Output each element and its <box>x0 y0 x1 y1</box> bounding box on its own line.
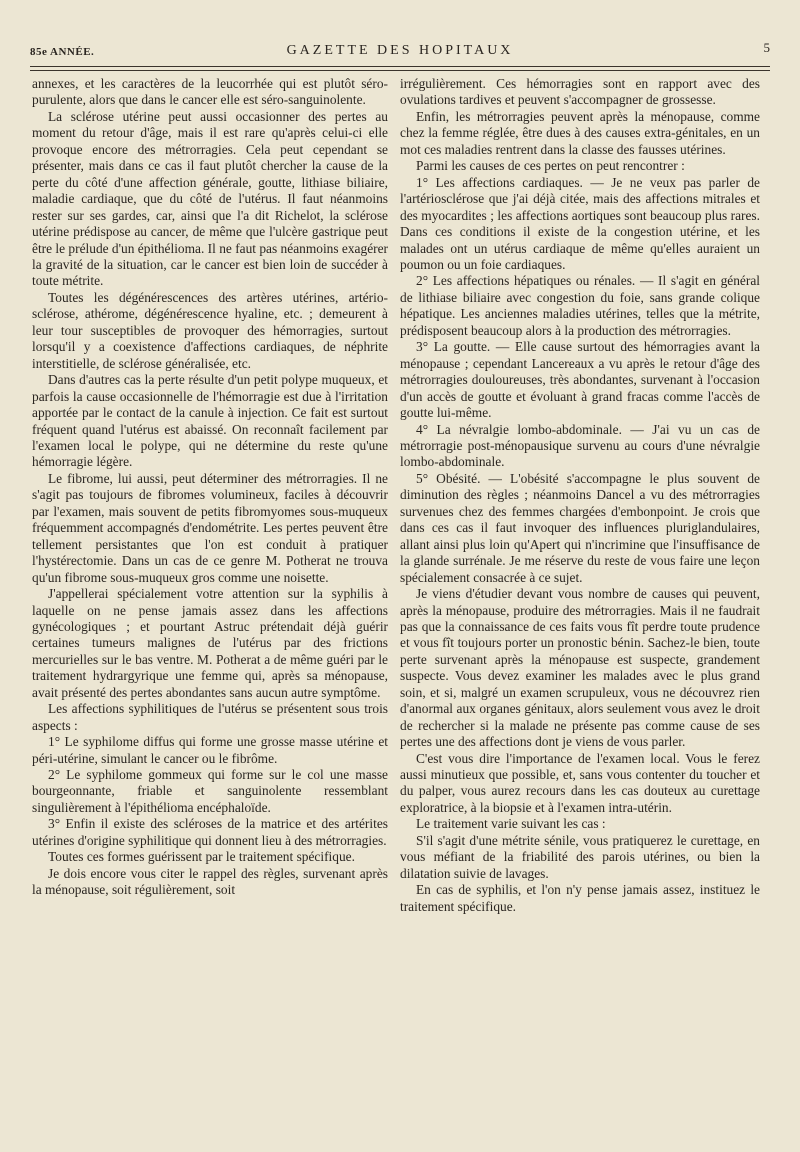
paragraph: En cas de syphilis, et l'on n'y pense jamais assez, instituez le traitement spécifique. <box>400 882 760 914</box>
page-number: 5 <box>763 40 770 55</box>
list-item: 5° Obésité. — L'obésité s'accompagne le plus souvent de diminution des règles ; néanmoins Dancel a vu des métrorragies survenues chez des femmes chargées d'embonpoint. Je crois que dans ces cas il faut invoquer des influences pluriglandulaires, allant ainsi plus loin qu'Apert qui n'incrimine que l'insuffisance de la glande surrénale. Je me réserve du reste de vous faire une leçon spécialement consacrée à ce sujet. <box>400 470 760 585</box>
paragraph: annexes, et les caractères de la leucorrhée qui est plutôt séro-purulente, alors que dans le cancer elle est séro-sanguinolente. <box>32 76 388 108</box>
paragraph: La sclérose utérine peut aussi occasionner des pertes au moment du retour d'âge, mais il est rare qu'après celui-ci elle provoque encore des métrorragies. Cela peut cependant se présenter, mais dans ce cas il faut plutôt chercher la cause de la perte du côté d'une affection générale, goutte, lithiase biliaire, maladie cardiaque, que du côté de l'utérus. Il faut néanmoins rester sur ses gardes, car, ainsi que l'a dit Richelot, la sclérose utérine prédispose au cancer, de même que l'ulcère gastrique peut être le prélude d'un épithélioma. Il ne faut pas néanmoins exagérer la gravité de la situation, car le cancer est bien loin de succéder à toute métrite. <box>32 108 389 289</box>
list-item: 4° La névralgie lombo-abdominale. — J'ai vu un cas de métrorragie post-ménopausique survenu au cours d'une névralgie lombo-abdominale. <box>400 421 760 470</box>
paragraph: S'il s'agit d'une métrite sénile, vous pratiquerez le curettage, en vous méfiant de la friabilité des parois utérines, ou bien la dilatation suivie de lavages. <box>400 832 760 881</box>
page-header <box>30 40 770 60</box>
paragraph: Le fibrome, lui aussi, peut déterminer des métrorragies. Il ne s'agit pas toujours de fibromes volumineux, faciles à découvrir par l'examen, mais souvent de petits fibromyomes sous-muqueux fréquemment accompagnés d'endométrite. Les pertes peuvent être tellement persistantes que l'on est conduit à pratiquer l'hystérectomie. Dans un cas de ce genre M. Potherat ne trouva qu'un fibrome sous-muqueux gros comme une noisette. <box>32 470 388 585</box>
right-column <box>400 76 760 915</box>
paragraph: Parmi les causes de ces pertes on peut rencontrer : <box>416 158 685 174</box>
paragraph: Le traitement varie suivant les cas : <box>416 816 606 832</box>
header-rule-thin <box>30 70 770 71</box>
paragraph: Je viens d'étudier devant vous nombre de causes qui peuvent, après la ménopause, produire des métrorragies. Mais il ne faudrait pas que la connaissance de ces faits vous fît perdre toute prudence et vous fît toujours porter un pronostic bénin. Sachez-le bien, toute perte survenant après la ménopause est suspecte, grandement suspecte. Vous devez examiner les malades avec le plus grand soin, et si, malgré un examen scrupuleux, vous ne découvrez rien d'anormal aux organes génitaux, alors seulement vous avez le droit de rechercher si la malade ne présente pas comme cause de ses pertes une des affections dont je viens de vous parler. <box>400 586 760 750</box>
list-item: 1° Les affections cardiaques. — Je ne veux pas parler de l'artériosclérose que j'ai déjà citée, mais des affections mitrales et des myocardites ; les affections aortiques sont beaucoup plus rares. Dans ces conditions il existe de la congestion utérine, et les malades ont un utérus cardiaque de même qu'elles auraient un poumon ou un foie cardiaques. <box>400 174 760 272</box>
issue-label: 85e ANNÉE. <box>30 46 95 58</box>
list-item: 3° La goutte. — Elle cause surtout des hémorragies avant la ménopause ; cependant Lancereaux a vu après le retour d'âge des métrorragies douloureuses, très abondantes, survenant à l'occasion d'un accès de goutte et évoluant à grand fracas comme l'accès de goutte lui-même. <box>400 339 760 421</box>
list-item: 2° Le syphilome gommeux qui forme sur le col une masse bourgeonnante, friable et sanguinolente ressemblant singulièrement à l'épithélioma encéphaloïde. <box>32 767 388 815</box>
paragraph: irrégulièrement. Ces hémorragies sont en rapport avec des ovulations tardives et peuvent s'accompagner de grossesse. <box>400 76 760 108</box>
paragraph: Enfin, les métrorragies peuvent après la ménopause, comme chez la femme réglée, être dues à des causes extra-génitales, en un mot ces maladies rentrent dans la classe des fausses utérines. <box>400 108 760 157</box>
journal-title: GAZETTE DES HOPITAUX <box>286 43 514 58</box>
list-item: 3° Enfin il existe des scléroses de la matrice et des artérites utérines d'origine syphilitique qui donnent lieu à des métrorragies. <box>32 816 388 848</box>
list-item: 2° Les affections hépatiques ou rénales. — Il s'agit en général de lithiase biliaire avec congestion du foie, sans grande colique hépatique. Les anciennes maladies utérines, telles que la métrite, prédisposent beaucoup alors à la production des métrorragies. <box>400 273 760 338</box>
paragraph: Toutes ces formes guérissent par le traitement spécifique. <box>48 849 355 865</box>
list-item: 1° Le syphilome diffus qui forme une grosse masse utérine et péri-utérine, simulant le cancer ou le fibrôme. <box>32 734 388 766</box>
paragraph: Dans d'autres cas la perte résulte d'un petit polype muqueux, et parfois la cause occasionnelle de l'hémorragie est due à l'irritation apportée par le contact de la canule à injection. Ce fait est surtout fréquent quand l'utérus est abaissé. On reconnaît facilement par l'examen local le polype, qui ne détermine du reste qu'une hémorragie légère. <box>32 372 388 470</box>
paragraph: J'appellerai spécialement votre attention sur la syphilis à laquelle on ne pense jamais assez dans les affections gynécologiques ; et pourtant Astruc prétendait déjà guérir certaines tumeurs malignes de l'utérus par des frictions mercurielles sur le bas ventre. M. Potherat a de même guéri par le traitement hydrargyrique une femme qui, après sa ménopause, avait présenté des pertes abondantes sans aucun autre symptôme. <box>32 586 388 700</box>
paragraph: Les affections syphilitiques de l'utérus se présentent sous trois aspects : <box>32 701 388 733</box>
left-column <box>32 76 388 899</box>
header-rule-thick <box>30 66 770 67</box>
paragraph: C'est vous dire l'importance de l'examen local. Vous le ferez aussi minutieux que possible, et, sans vous contenter du toucher et du palper, vous aurez recours dans les cas douteux au curettage exploratrice, à la biopsie et à l'examen intra-utérin. <box>400 750 760 815</box>
paragraph: Je dois encore vous citer le rappel des règles, survenant après la ménopause, soit régulièrement, soit <box>32 865 388 898</box>
paragraph: Toutes les dégénérescences des artères utérines, artério-sclérose, athérome, dégénérescence hyaline, etc. ; demeurent à leur tour susceptibles de provoquer des hémorragies, surtout lorsqu'il y a coexistence d'affections cardiaques, de néphrite interstitielle, de sclérose généralisée, etc. <box>32 289 388 371</box>
